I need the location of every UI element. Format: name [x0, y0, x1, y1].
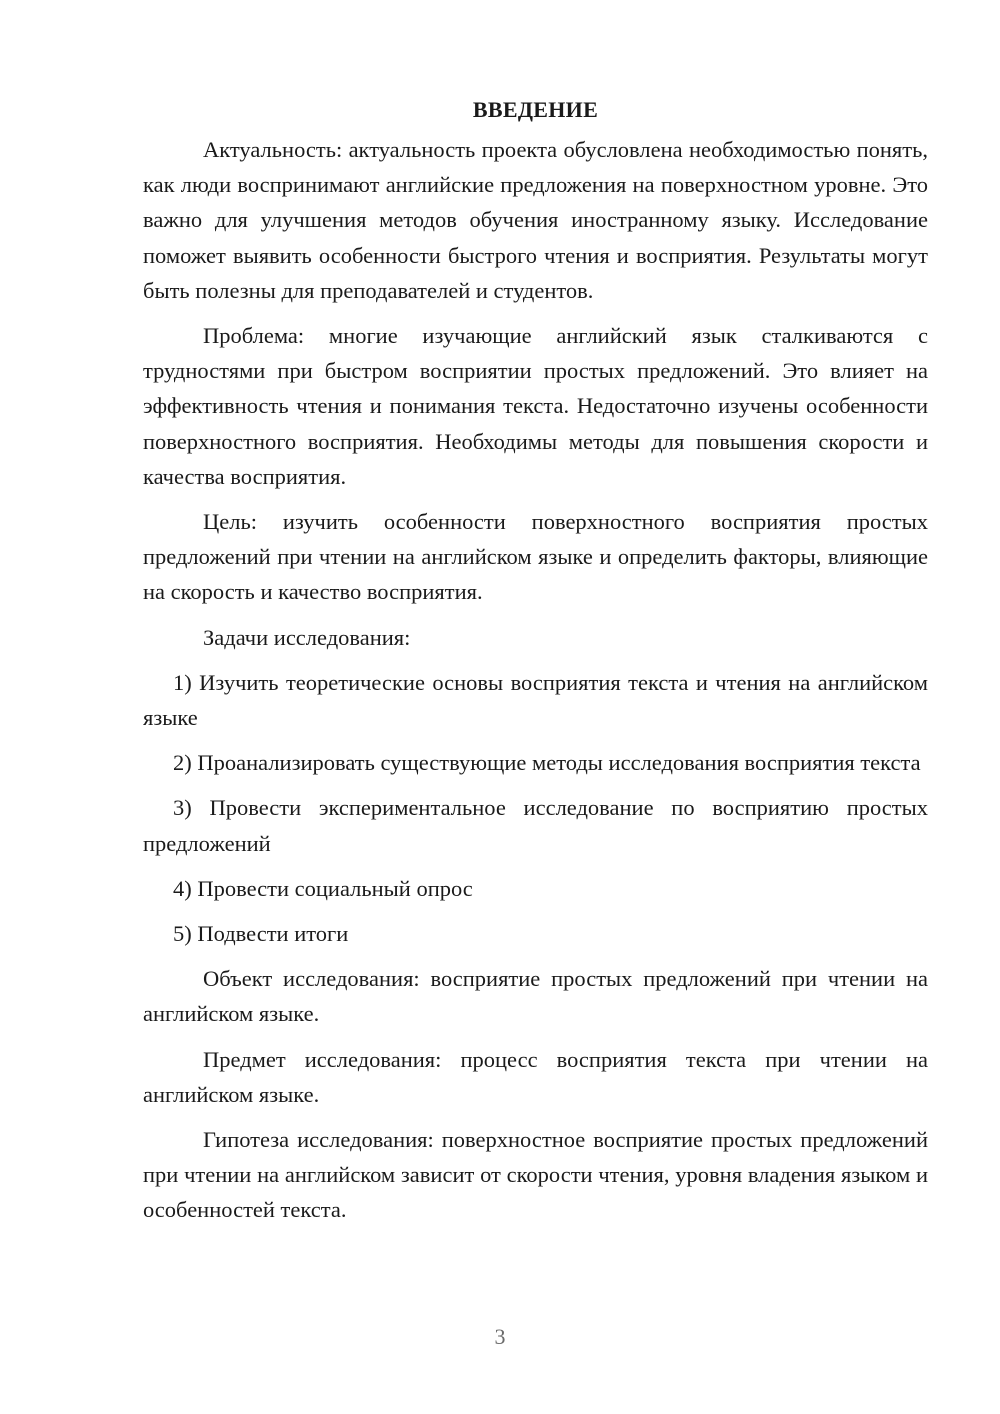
problem-paragraph: Проблема: многие изучающие английский язык сталкиваются с трудностями при быстром восприятии простых предложений. Это влияет на эффективность чтения и понимания текста. Недостаточно изучены особенности поверхностного восприятия. Необходимы методы для повышения скорости и качества восприятия.	[143, 323, 928, 489]
subject-paragraph: Предмет исследования: процесс восприятия текста при чтении на английском языке.	[143, 1046, 928, 1107]
document-page	[143, 92, 928, 1238]
list-item: 3) Провести экспериментальное исследование по восприятию простых предложений	[143, 795, 928, 856]
list-item: 1) Изучить теоретические основы восприятия текста и чтения на английском языке	[143, 669, 928, 731]
list-item: 2) Проанализировать существующие методы исследования восприятия текста	[173, 750, 921, 776]
page-number: 3	[494, 1324, 506, 1349]
object-paragraph: Объект исследования: восприятие простых предложений при чтении на английском языке.	[143, 966, 928, 1027]
list-item: 5) Подвести итоги	[173, 921, 349, 947]
goal-paragraph: Цель: изучить особенности поверхностного восприятия простых предложений при чтении на английском языке и определить факторы, влияющие на скорость и качество восприятия.	[143, 509, 928, 605]
tasks-list	[143, 665, 928, 951]
tasks-heading: Задачи исследования:	[203, 624, 411, 650]
relevance-paragraph: Актуальность: актуальность проекта обусловлена необходимостью понять, как люди воспринимают английские предложения на поверхностном уровне. Это важно для улучшения методов обучения иностранному языку. Исследование поможет выявить особенности быстрого чтения и восприятия. Результаты могут быть полезны для преподавателей и студентов.	[143, 137, 928, 303]
section-title: ВВЕДЕНИЕ	[472, 97, 599, 122]
list-item: 4) Провести социальный опрос	[173, 875, 473, 901]
hypothesis-paragraph: Гипотеза исследования: поверхностное восприятие простых предложений при чтении на английском зависит от скорости чтения, уровня владения языком и особенностей текста.	[143, 1127, 928, 1223]
